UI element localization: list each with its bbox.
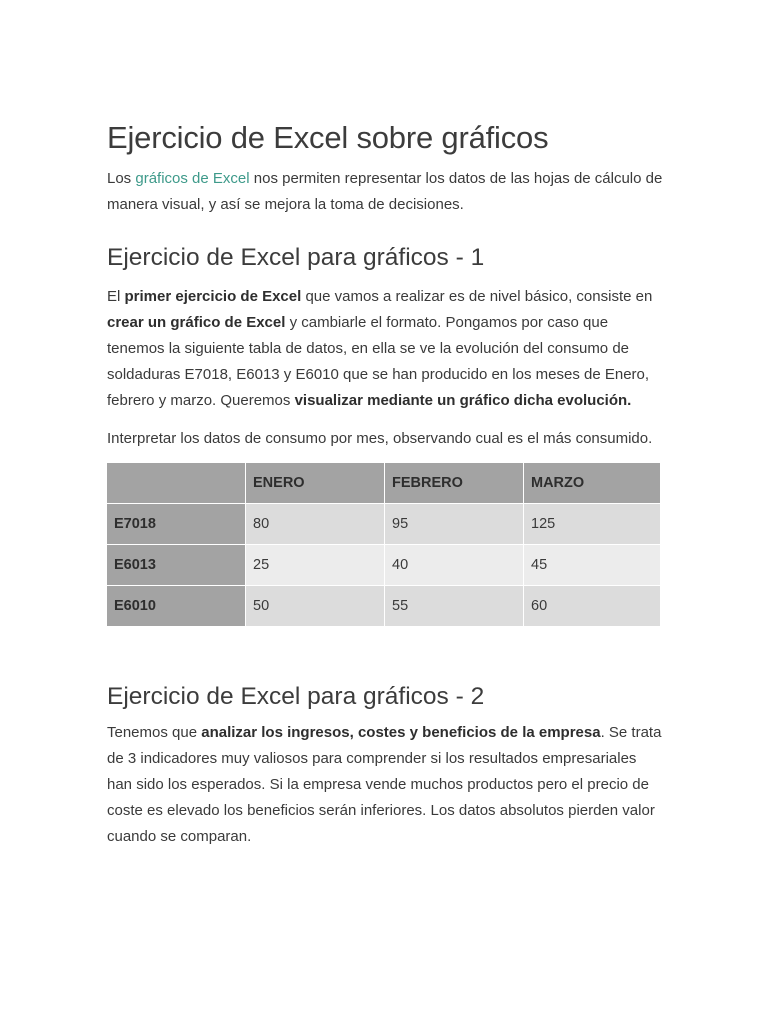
spacer [107,627,663,681]
table-row [107,504,661,545]
text-run: y cambiarle el formato. Pongamos por caso que tenemos la siguiente tabla de datos, en ella se ve la evolución del consumo de soldaduras E7018, E6013 y E6010 que se han producido en los meses de Enero, febrero y marzo. Queremos [107,314,650,409]
intro-suffix: nos permiten representar los datos de las hojas de cálculo de manera visual, y así se mejora la toma de decisiones. [107,170,663,213]
intro-prefix: Los [107,170,136,187]
text-run: Tenemos que [107,724,202,741]
table-cell: 55 [385,586,524,627]
table-row [107,586,661,627]
article [107,118,663,850]
text-run: . Se trata de 3 indicadores muy valiosos para comprender si los resultados empresariales han sido los esperados. Si la empresa vende muchos productos pero el precio de coste es elevado los beneficios serán inferiores. Los datos absolutos pierden valor cuando se comparan. [107,724,662,845]
table-row-label: E6013 [107,545,246,586]
consumption-table [107,463,661,627]
table-cell: 95 [385,504,524,545]
excel-charts-link[interactable]: gráficos de Excel [135,170,250,187]
section1-interpret-paragraph: Interpretar los datos de consumo por mes, observando cual es el más consumido. [107,430,653,447]
table-header-cell [107,463,246,504]
table-cell: 125 [524,504,661,545]
table-row [107,545,661,586]
text-run: El [107,288,125,305]
section2-paragraph [107,720,663,850]
table-cell: 80 [246,504,385,545]
table-header-cell: ENERO [246,463,385,504]
table-header-cell: MARZO [524,463,661,504]
table-row-label: E7018 [107,504,246,545]
section2-heading: Ejercicio de Excel para gráficos - 2 [107,683,485,710]
bold-run: analizar los ingresos, costes y beneficios de la empresa [201,724,601,741]
table-row-label: E6010 [107,586,246,627]
table-cell: 45 [524,545,661,586]
table-header-row [107,463,661,504]
table-cell: 25 [246,545,385,586]
section1-paragraph [107,284,663,414]
table-cell: 40 [385,545,524,586]
bold-run: primer ejercicio de Excel [124,288,302,305]
bold-run: crear un gráfico de Excel [107,314,286,331]
text-run: que vamos a realizar es de nivel básico, consiste en [301,288,653,305]
bold-run: visualizar mediante un gráfico dicha evolución. [294,392,632,409]
section1-heading: Ejercicio de Excel para gráficos - 1 [107,244,485,271]
intro-paragraph [107,166,663,218]
table-header-cell: FEBRERO [385,463,524,504]
table-cell: 60 [524,586,661,627]
page-title: Ejercicio de Excel sobre gráficos [107,120,549,155]
table-cell: 50 [246,586,385,627]
